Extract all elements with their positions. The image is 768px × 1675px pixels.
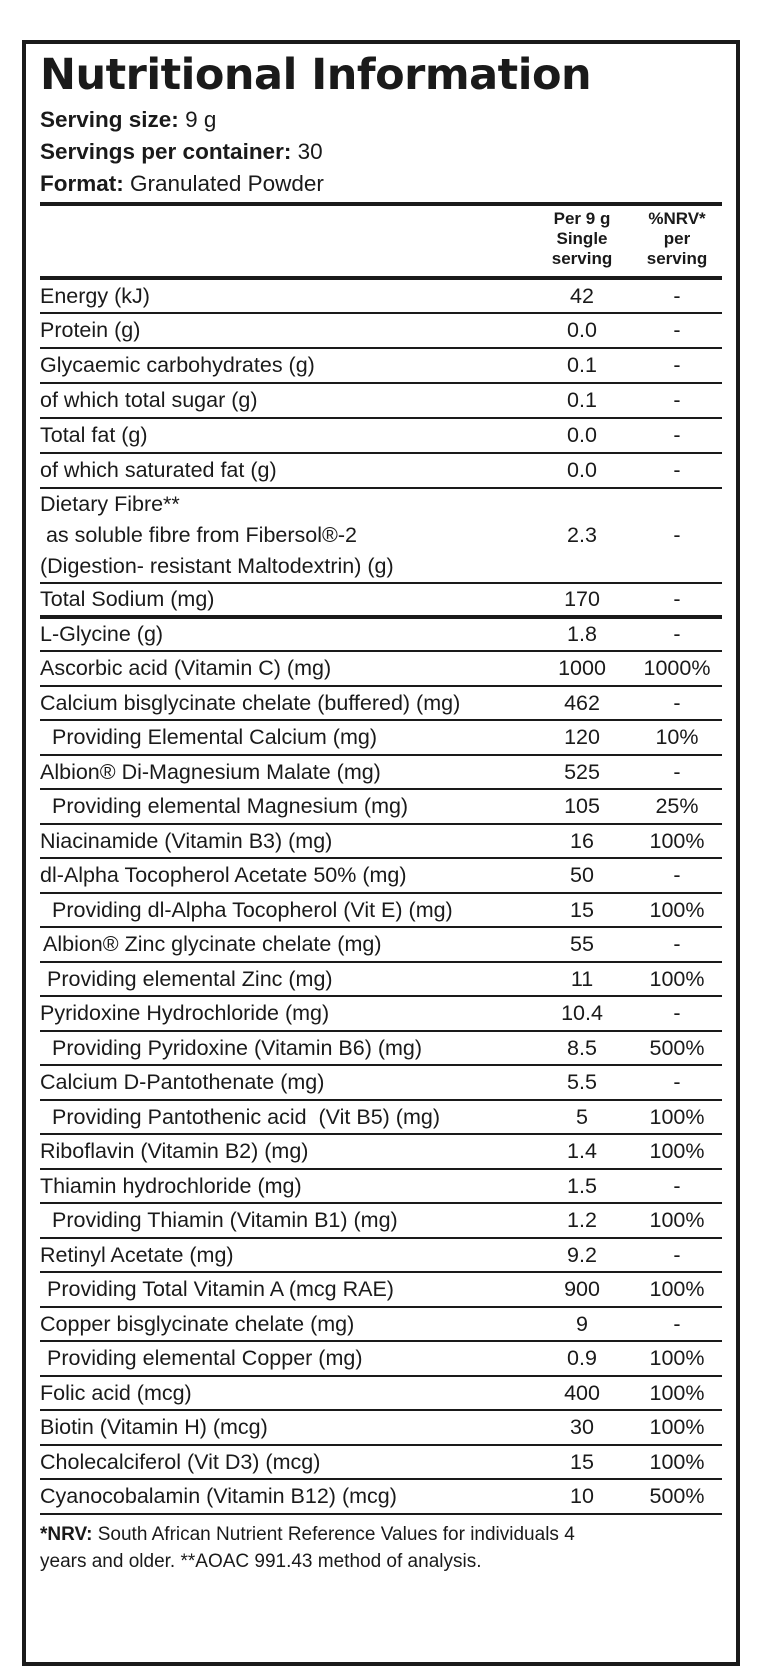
table-row: [40, 963, 722, 997]
nutrient-value: 2.3: [567, 523, 597, 547]
serving-size-label: Serving size:: [40, 107, 179, 132]
nutrient-nrv: -: [673, 863, 681, 887]
nutrient-name: Albion® Zinc glycinate chelate (mg): [43, 932, 382, 956]
footnote: [40, 1515, 722, 1575]
header-nrv-line3: serving: [646, 249, 708, 268]
table-row: [40, 1411, 722, 1446]
table-row: [40, 790, 722, 825]
nutrient-name-line3: (Digestion- resistant Maltodextrin) (g): [40, 554, 394, 578]
table-row: [40, 859, 722, 894]
serving-info: [40, 104, 722, 200]
nutrient-name: Providing elemental Copper (mg): [47, 1346, 363, 1370]
nutrient-nrv: 100%: [649, 1277, 705, 1301]
nutrient-value: 30: [570, 1415, 594, 1439]
nutrient-nrv: -: [673, 1242, 681, 1267]
footnote-nrv-label: *NRV:: [40, 1524, 93, 1545]
nutrient-value: 16: [570, 828, 594, 853]
nutrient-nrv: 100%: [649, 1104, 705, 1129]
nutrient-value: 0.0: [567, 318, 597, 342]
table-row: [40, 584, 722, 619]
table-row: [40, 1066, 722, 1101]
format-value: Granulated Powder: [130, 171, 324, 196]
nutrient-nrv: -: [673, 458, 681, 482]
nutrient-name: Pyridoxine Hydrochloride (mg): [40, 1001, 330, 1025]
nutrient-nrv: 1000%: [643, 656, 711, 680]
nutrient-nrv: 100%: [649, 1415, 705, 1439]
nutrient-value: 15: [570, 897, 594, 922]
nutrient-value: 0.9: [567, 1346, 597, 1370]
servings-per-container: [40, 136, 722, 168]
nutrient-name: L-Glycine (g): [40, 622, 164, 646]
servings-per-container-label: Servings per container:: [40, 139, 292, 164]
nutrient-value: 120: [564, 725, 600, 749]
table-row: [40, 280, 722, 314]
table-row: [40, 1480, 722, 1515]
nutrient-name: Ascorbic acid (Vitamin C) (mg): [40, 656, 332, 680]
nutrient-table: [40, 280, 722, 1515]
nutrient-nrv: -: [673, 1001, 681, 1025]
table-row: [40, 419, 722, 454]
table-row: [40, 489, 722, 584]
nutrient-value: 42: [570, 283, 594, 308]
nutrient-name: Folic acid (mcg): [40, 1380, 192, 1405]
header-per-line2: Single: [556, 229, 608, 248]
table-row: [40, 1170, 722, 1204]
nutrient-nrv: -: [673, 523, 681, 547]
nutrient-value: 0.0: [567, 423, 597, 447]
table-row: [40, 997, 722, 1032]
nutrient-value: 0.1: [567, 388, 597, 412]
nutrient-nrv: 500%: [649, 1484, 705, 1508]
table-row: [40, 1446, 722, 1480]
table-row: [40, 1308, 722, 1342]
nutrient-value: 10: [570, 1484, 594, 1508]
nutrient-value: 5: [576, 1104, 588, 1129]
table-row: [40, 314, 722, 349]
nutrient-name: Copper bisglycinate chelate (mg): [40, 1311, 355, 1336]
nutrient-name: [40, 489, 532, 582]
nutrient-value: 170: [564, 587, 600, 611]
nutrient-value: 8.5: [567, 1035, 597, 1060]
nutrient-nrv: 100%: [649, 828, 705, 853]
table-row: [40, 652, 722, 687]
nutrient-nrv: -: [673, 759, 681, 784]
nutrient-nrv: -: [673, 587, 681, 611]
nutrient-name: Calcium bisglycinate chelate (buffered) (mg): [40, 690, 461, 715]
nutrient-value: 50: [570, 863, 594, 887]
header-per-serving: [532, 206, 632, 269]
table-row: [40, 1239, 722, 1273]
nutrient-nrv: 25%: [655, 794, 699, 818]
nutrient-name: Riboflavin (Vitamin B2) (mg): [40, 1139, 309, 1163]
nutrient-nrv: 100%: [649, 1139, 705, 1163]
nutrient-value: 900: [564, 1277, 600, 1301]
nutrient-nrv: -: [673, 423, 681, 447]
nutrient-name: Niacinamide (Vitamin B3) (mg): [40, 828, 333, 853]
header-nrv-line2: per: [663, 229, 691, 248]
nutrient-value: 9: [576, 1311, 588, 1336]
format-label: Format:: [40, 171, 124, 196]
header-nrv: [632, 206, 722, 269]
nutrient-value: 0.0: [567, 458, 597, 482]
nutrient-nrv: -: [673, 690, 681, 715]
nutrient-name: Energy (kJ): [40, 283, 150, 308]
nutrient-nrv: -: [673, 353, 681, 377]
nutrient-name: Providing Pantothenic acid (Vit B5) (mg): [52, 1104, 440, 1129]
nutrient-value: 1.2: [567, 1208, 597, 1232]
nutrient-nrv: 500%: [649, 1035, 705, 1060]
nutrient-value: 105: [564, 794, 600, 818]
header-per-line3: serving: [551, 249, 613, 268]
header-nrv-line1: %NRV*: [648, 209, 706, 228]
nutrient-value: 55: [570, 932, 594, 956]
footnote-text-line1: South African Nutrient Reference Values for individuals 4: [92, 1524, 575, 1545]
nutrient-nrv: -: [673, 1311, 681, 1336]
nutrient-name: of which saturated fat (g): [40, 458, 277, 482]
nutrient-nrv: 100%: [649, 1208, 705, 1232]
nutrient-nrv: -: [673, 318, 681, 342]
table-row: [40, 454, 722, 489]
table-row: [40, 825, 722, 859]
nutrient-value: 462: [564, 690, 600, 715]
servings-per-container-value: 30: [297, 139, 323, 164]
nutrient-nrv: 10%: [655, 725, 699, 749]
nutrient-nrv: 100%: [649, 966, 705, 991]
nutrient-value: 0.1: [567, 353, 597, 377]
footnote-line1: [40, 1521, 722, 1548]
nutrient-name: Glycaemic carbohydrates (g): [40, 353, 315, 377]
table-row: [40, 1377, 722, 1411]
header-per-line1: Per 9 g: [553, 209, 611, 228]
table-row: [40, 1204, 722, 1239]
nutrient-value: 1.5: [567, 1173, 597, 1198]
nutrient-nrv: -: [673, 388, 681, 412]
table-row: [40, 894, 722, 928]
nutrient-value: 1.8: [567, 622, 597, 646]
table-row: [40, 687, 722, 721]
table-row: [40, 1101, 722, 1135]
nutrient-name: Providing dl-Alpha Tocopherol (Vit E) (mg): [52, 897, 453, 922]
table-row: [40, 721, 722, 756]
nutrient-value: 400: [564, 1380, 600, 1405]
footnote-text-line2: years and older. **AOAC 991.43 method of analysis.: [40, 1551, 482, 1572]
nutrient-name-line1: Dietary Fibre**: [40, 492, 180, 516]
nutrient-name: Cyanocobalamin (Vitamin B12) (mcg): [40, 1484, 397, 1508]
nutrient-value: 11: [570, 966, 594, 991]
nutrient-nrv: -: [673, 283, 681, 308]
table-row: [40, 619, 722, 652]
nutrient-value: 15: [570, 1449, 594, 1474]
nutrient-name: Protein (g): [40, 318, 141, 342]
nutrient-value: 1.4: [567, 1139, 597, 1163]
table-row: [40, 928, 722, 963]
table-row: [40, 1342, 722, 1377]
nutrient-name: Albion® Di-Magnesium Malate (mg): [40, 759, 381, 784]
serving-size-value: 9 g: [185, 107, 217, 132]
nutrition-panel-inner: [40, 44, 722, 1575]
table-row: [40, 349, 722, 384]
nutrient-name: Providing Total Vitamin A (mcg RAE): [47, 1277, 394, 1301]
nutrition-panel: [22, 40, 740, 1666]
nutrient-name: Providing Elemental Calcium (mg): [52, 725, 377, 749]
nutrient-value: 5.5: [567, 1070, 597, 1094]
nutrient-name: Retinyl Acetate (mg): [40, 1242, 234, 1267]
nutrient-name: Total Sodium (mg): [40, 587, 215, 611]
nutrient-nrv: 100%: [649, 1346, 705, 1370]
nutrient-name: Total fat (g): [40, 423, 148, 447]
nutrient-nrv: -: [673, 932, 681, 956]
nutrient-name: Providing elemental Magnesium (mg): [52, 794, 409, 818]
nutrient-value: 1000: [558, 656, 606, 680]
nutrient-nrv: 100%: [649, 1449, 705, 1474]
nutrient-nrv: -: [673, 622, 681, 646]
nutrient-name: Providing Thiamin (Vitamin B1) (mg): [52, 1208, 398, 1232]
nutrient-name: Biotin (Vitamin H) (mcg): [40, 1415, 268, 1439]
nutrient-nrv: -: [673, 1173, 681, 1198]
nutrient-value: 10.4: [561, 1001, 603, 1025]
table-row: [40, 756, 722, 790]
nutrient-name-line2: as soluble fibre from Fibersol®-2: [40, 523, 357, 547]
nutrient-name: Providing elemental Zinc (mg): [47, 966, 333, 991]
nutrient-name: Providing Pyridoxine (Vitamin B6) (mg): [52, 1035, 423, 1060]
table-row: [40, 1135, 722, 1170]
nutrient-nrv: 100%: [649, 897, 705, 922]
table-header: [40, 206, 722, 276]
table-row: [40, 1273, 722, 1308]
page-title: Nutritional Information: [40, 50, 592, 100]
nutrient-value: 9.2: [567, 1242, 597, 1267]
nutrient-name: Thiamin hydrochloride (mg): [40, 1173, 302, 1198]
nutrient-nrv: -: [673, 1070, 681, 1094]
table-row: [40, 1032, 722, 1066]
serving-size: [40, 104, 722, 136]
nutrient-name: of which total sugar (g): [40, 388, 258, 412]
nutrient-value: 525: [564, 759, 600, 784]
nutrient-name: Cholecalciferol (Vit D3) (mcg): [40, 1449, 321, 1474]
nutrient-nrv: 100%: [649, 1380, 705, 1405]
table-row: [40, 384, 722, 419]
nutrient-name: Calcium D-Pantothenate (mg): [40, 1070, 325, 1094]
nutrient-name: dl-Alpha Tocopherol Acetate 50% (mg): [40, 863, 407, 887]
format: [40, 168, 722, 200]
